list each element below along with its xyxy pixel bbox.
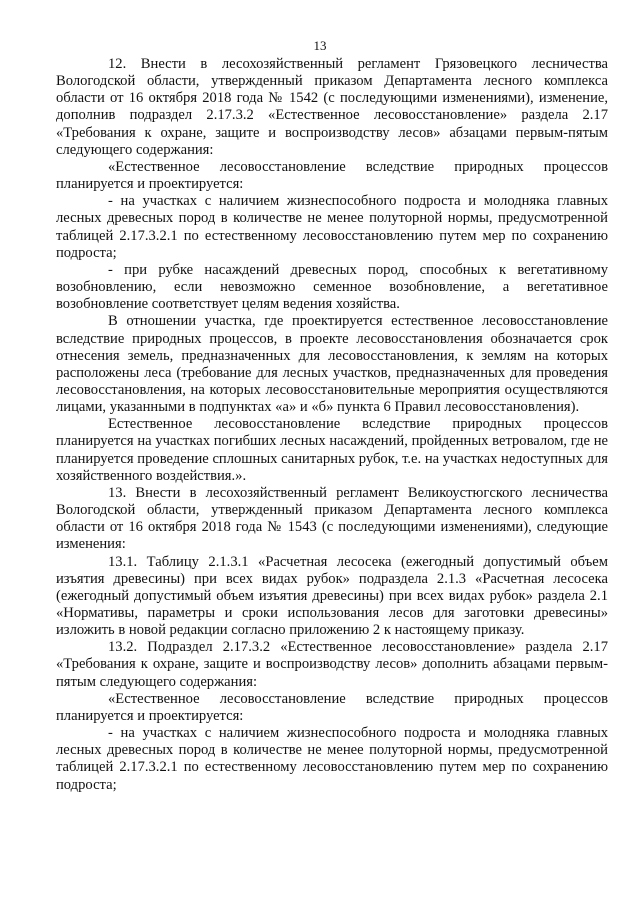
- paragraph-quote-end: Естественное лесовосстановление вследствие природных процессов планируется на участках погибших лесных насаждений, пройденных ветровалом, где не планируется проведение сплошных санитарных рубок, т.е. на участках недоступных для хозяйственного воздействия.».: [56, 416, 608, 484]
- paragraph-land-designation: В отношении участка, где проектируется естественное лесовосстановление вследствие природных процессов, в проекте лесовосстановления обозначается срок отнесения земель, предназначенных для лесовосстановления, к землям на которых расположены леса (требование для лесных участков, предназначенных для проведения лесовосстановления, на которых лесовосстановительные мероприятия осуществляются лицами, указанными в подпунктах «а» и «б» пункта 6 Правил лесовосстановления).: [56, 313, 608, 416]
- paragraph-item-12: 12. Внести в лесохозяйственный регламент Грязовецкого лесничества Вологодской области, утвержденный приказом Департамента лесного комплекса области от 16 октября 2018 года № 1542 (с последующими изменениями), изменение, дополнив подраздел 2.17.3.2 «Естественное лесовосстановление» раздела 2.17 «Требования к охране, защите и воспроизводству лесов» абзацами первым-пятым следующего содержания:: [56, 56, 608, 158]
- paragraph-item-13: 13. Внести в лесохозяйственный регламент Великоустюгского лесничества Вологодской области, утвержденный приказом Департамента лесного комплекса области от 16 октября 2018 года № 1543 (с последующими изменениями), следующие изменения:: [56, 484, 608, 553]
- paragraph-quote-start-2: «Естественное лесовосстановление вследствие природных процессов планируется и проектируется:: [56, 690, 608, 724]
- paragraph-bullet-undergrowth: - на участках с наличием жизнеспособного подроста и молодняка главных лесных древесных пород в количестве не менее полуторной нормы, предусмотренной таблицей 2.17.3.2.1 по естественному лесовосстановлению путем мер по сохранению подроста;: [56, 193, 608, 261]
- paragraph-bullet-vegetative: - при рубке насаждений древесных пород, способных к вегетативному возобновлению, если невозможно семенное возобновление, а вегетативное возобновление соответствует целям ведения хозяйства.: [56, 261, 608, 313]
- paragraph-item-13-1: 13.1. Таблицу 2.1.3.1 «Расчетная лесосека (ежегодный допустимый объем изъятия древесины) при всех видах рубок» подраздела 2.1.3 «Расчетная лесосека (ежегодный допустимый объем изъятия древесины) при всех видах рубок» раздела 2.1 «Нормативы, параметры и сроки использования лесов для заготовки древесины» изложить в новой редакции согласно приложению 2 к настоящему приказу.: [56, 553, 608, 639]
- page-number: 13: [313, 38, 327, 53]
- paragraph-bullet-undergrowth-2: - на участках с наличием жизнеспособного подроста и молодняка главных лесных древесных пород в количестве не менее полуторной нормы, предусмотренной таблицей 2.17.3.2.1 по естественному лесовосстановлению путем мер по сохранению подроста;: [56, 725, 608, 793]
- paragraph-item-13-2: 13.2. Подраздел 2.17.3.2 «Естественное лесовосстановление» раздела 2.17 «Требования к охране, защите и воспроизводству лесов» дополнить абзацами первым-пятым следующего содержания:: [56, 639, 608, 690]
- document-body: [56, 56, 608, 794]
- paragraph-quote-start: «Естественное лесовосстановление вследствие природных процессов планируется и проектируется:: [56, 158, 608, 193]
